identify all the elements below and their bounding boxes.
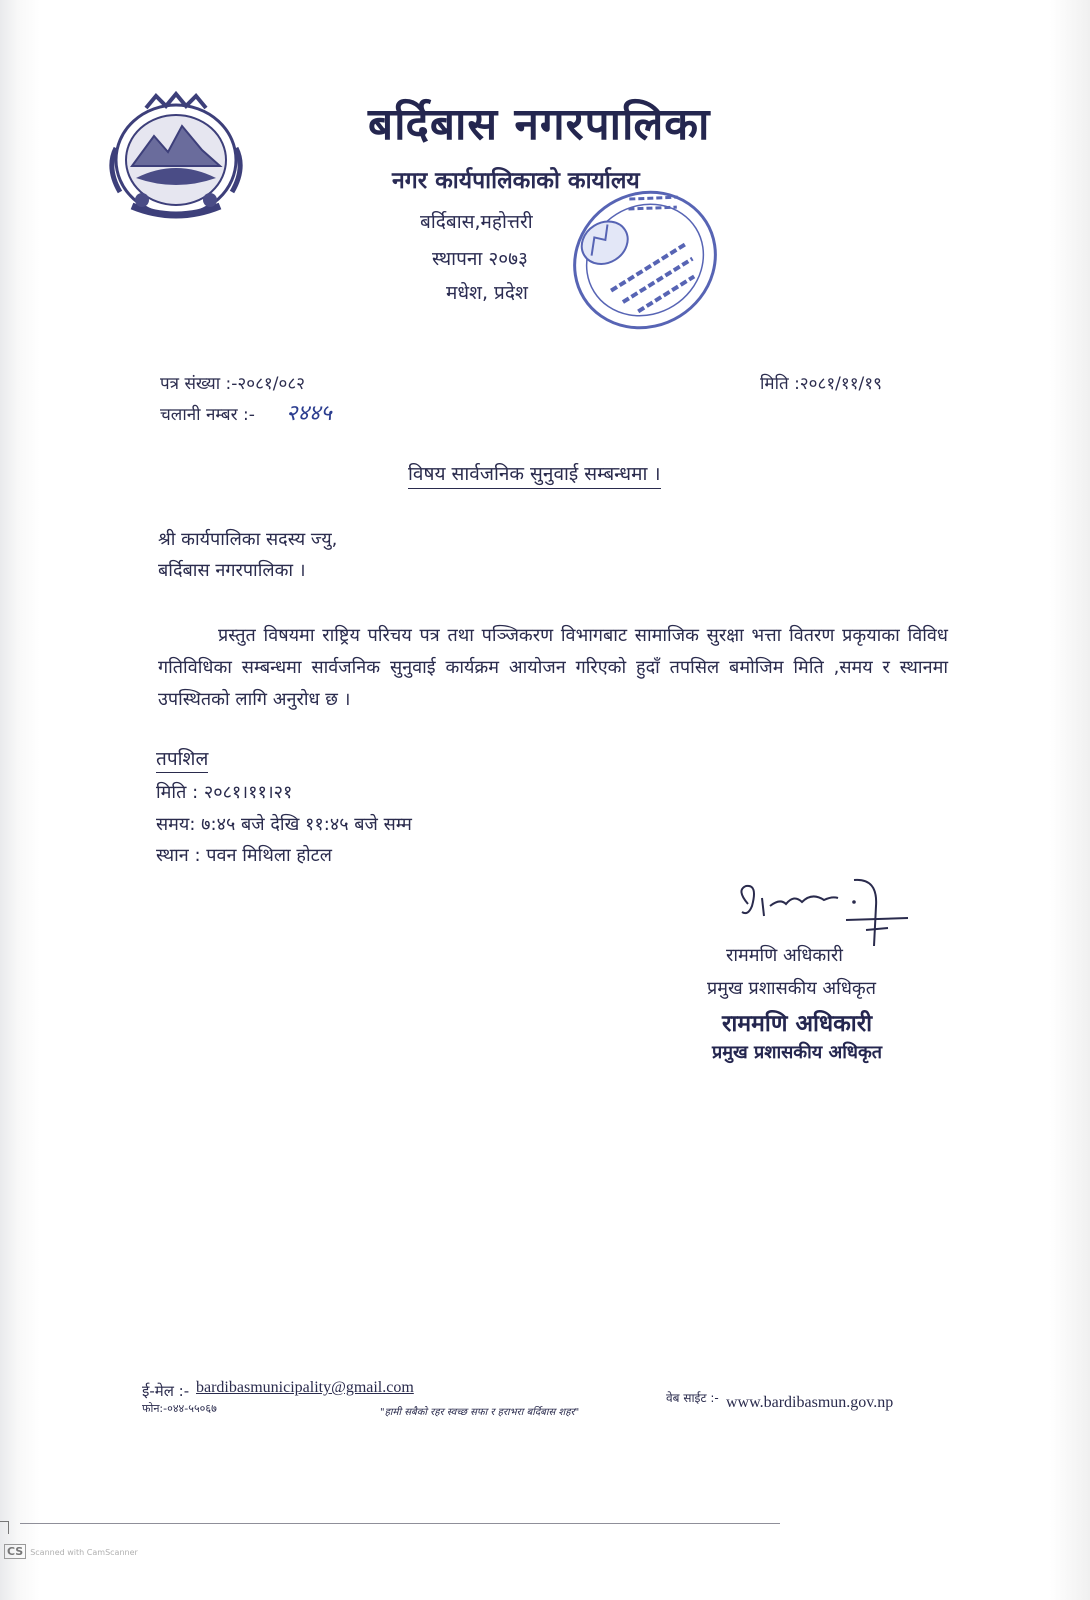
scanner-logo-icon: CS: [4, 1544, 26, 1559]
footer-email-label: ई-मेल :-: [142, 1382, 190, 1400]
corner-mark: [0, 1521, 9, 1534]
signatory-stamp-title: प्रमुख प्रशासकीय अधिकृत: [712, 1042, 883, 1063]
address-line-1: बर्दिबास,महोत्तरी: [420, 211, 533, 233]
office-stamp-icon: [560, 172, 730, 347]
scanner-badge: [4, 1544, 138, 1559]
org-title: बर्दिबास नगरपालिका: [368, 99, 711, 150]
address-line-3: मधेश, प्रदेश: [446, 282, 528, 304]
signatory-name: राममणि अधिकारी: [726, 945, 843, 966]
signatory-title: प्रमुख प्रशासकीय अधिकृत: [707, 978, 876, 999]
footer-website-label: वेब साईट :-: [666, 1391, 719, 1405]
address-line-2: स्थापना २०७३: [432, 248, 528, 270]
dispatch-number-label: चलानी नम्बर :-: [160, 405, 255, 425]
letter-date: मिति :२०८१/११/१९: [760, 374, 882, 394]
addressee-line-1: श्री कार्यपालिका सदस्य ज्यु,: [158, 529, 338, 550]
dispatch-number: २४४५: [286, 401, 332, 426]
details-place: स्थान : पवन मिथिला होटल: [156, 845, 332, 866]
scanner-badge-text: Scanned with CamScanner: [30, 1548, 138, 1557]
details-time: समय: ७:४५ बजे देखि ११:४५ बजे सम्म: [156, 814, 412, 835]
footer-website-link[interactable]: www.bardibasmun.gov.np: [726, 1394, 894, 1411]
footer-phone: फोन:-०४४-५५०६७: [142, 1402, 217, 1415]
details-heading: तपशिल: [156, 745, 208, 773]
letter-reference-number: पत्र संख्या :-२०८१/०८२: [160, 374, 306, 394]
nepal-emblem-icon: [102, 88, 250, 230]
footer-slogan: "हामी सबैको रहर स्वच्छ सफा र हराभरा बर्दिबास शहर": [380, 1407, 580, 1418]
signatory-stamp-name: राममणि अधिकारी: [722, 1011, 873, 1037]
office-name: नगर कार्यपालिकाको कार्यालय: [392, 168, 640, 194]
footer-email-link[interactable]: bardibasmunicipality@gmail.com: [196, 1379, 414, 1396]
details-date: मिति : २०८१।११।२१: [156, 782, 293, 803]
body-paragraph: प्रस्तुत विषयमा राष्ट्रिय परिचय पत्र तथा पञ्जिकरण विभागबाट सामाजिक सुरक्षा भत्ता वितरण प्रकृयाका विविध गतिविधिका सम्बन्धमा सार्वजनिक सुनुवाई कार्यक्रम आयोजन गरिएको हुदाँ तपसिल बमोजिम मिति ,समय र स्थानमा उपस्थितको लागि अनुरोध छ ।: [158, 625, 948, 710]
bottom-divider: [20, 1523, 780, 1524]
signature-icon: [728, 876, 914, 948]
addressee-line-2: बर्दिबास नगरपालिका ।: [158, 560, 306, 581]
subject-line: विषय सार्वजनिक सुनुवाई सम्बन्धमा ।: [408, 460, 661, 489]
